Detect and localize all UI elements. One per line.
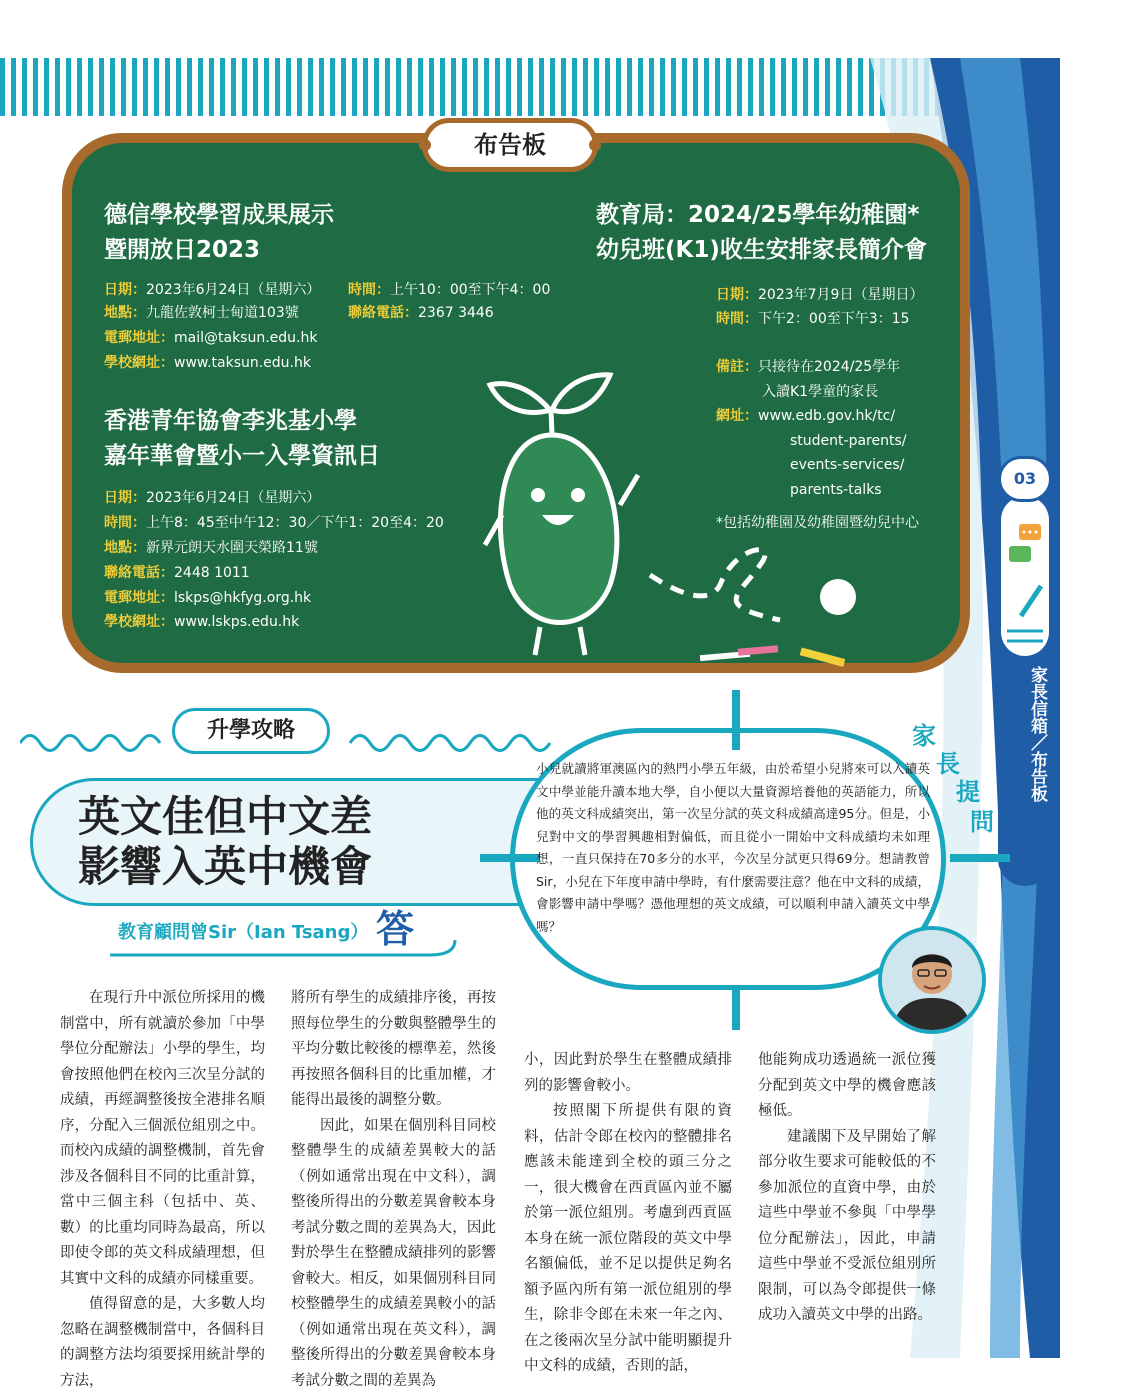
value: 2448 1011: [174, 565, 250, 581]
event1-email: [104, 328, 317, 348]
label: 地點：: [104, 305, 146, 321]
event2-time: [104, 513, 444, 533]
label: 聯絡電話：: [348, 305, 418, 321]
paragraph: 他能夠成功透過統一派位獲分配到英文中學的機會應該極低。: [758, 1048, 936, 1125]
event2-title-line: 香港青年協會李兆基小學: [104, 404, 380, 439]
sprout-mascot-illustration: [480, 355, 870, 675]
event3-title-line: 幼兒班(K1)收生安排家長簡介會: [596, 233, 927, 268]
label: 日期：: [104, 282, 146, 298]
event3-footnote: *包括幼稚園及幼稚園暨幼兒中心: [716, 512, 919, 532]
label: 時間：: [104, 515, 146, 531]
section-label: 家長信箱／布告板: [998, 666, 1052, 802]
event1-title-line: 德信學校學習成果展示: [104, 198, 334, 233]
event2-web: [104, 612, 299, 632]
article-byline: 教育顧問曾Sir（Ian Tsang）: [118, 918, 368, 944]
board-title-tab: [422, 118, 598, 172]
event2-title-line: 嘉年華會暨小一入學資訊日: [104, 439, 380, 474]
event3-web-line4: parents-talks: [790, 480, 882, 500]
article-column-3: [524, 1048, 732, 1380]
author-portrait: [882, 930, 982, 1030]
article-column-2: [291, 986, 496, 1394]
value: 2023年6月24日（星期六）: [146, 490, 320, 506]
board-title: 布告板: [474, 131, 546, 159]
event2-phone: [104, 563, 250, 583]
top-stripe-band: [0, 58, 1000, 116]
paragraph: 小，因此對於學生在整體成績排列的影響會較小。: [524, 1048, 732, 1099]
label: 備註：: [716, 359, 758, 375]
value: mail@taksun.edu.hk: [174, 330, 317, 346]
parent-question-char: 提: [956, 772, 980, 807]
event3-remark-line2: 入讀K1學童的家長: [762, 382, 878, 402]
event3-title-line: 教育局：2024/25學年幼稚園*: [596, 198, 927, 233]
event1-phone: [348, 303, 494, 323]
label: 學校網址：: [104, 614, 174, 630]
page-number: 03: [998, 456, 1052, 502]
paragraph: 因此，如果在個別科目同校整體學生的成績差異較大的話（例如通常出現在中文科），調整後所得出的分數差異會較本身考試分數之間的差異為大，因此對於學生在整體成績排列的影響會較大。相反，如果個別科目同校整體學生的成績差異較小的話（例如通常出現在英文科），調整後所得出的分數差異會較本身考試分數之間的差異為: [291, 1114, 496, 1394]
parent-question-text: 小兒就讀將軍澳區內的熱門小學五年級，由於希望小兒將來可以入讀英文中學並能升讀本地大學，自小便以大量資源培養他的英語能力，所以他的英文科成績突出，第一次呈分試的英文科成績高達95分。但是，小兒對中文的學習興趣相對偏低，而且從小一開始中文科成績均未如理想，一直只保持在70多分的水平，今次呈分試更只得69分。想請教曾Sir，小兒在下年度申請中學時，有什麼需要注意？他在中文科的成績，會影響申請中學嗎？憑他理想的英文成績，可以順利申請入讀英文中學嗎？: [536, 758, 930, 938]
value: 新界元朗天水圍天榮路11號: [146, 540, 318, 556]
author-avatar: [878, 926, 986, 1034]
value: 下午2：00至下午3：15: [758, 311, 909, 327]
paragraph: 值得留意的是，大多數人均忽略在調整機制當中，各個科目的調整方法均須要採用統計學的方法，: [60, 1292, 265, 1394]
value: 九龍佐敦柯士甸道103號: [146, 305, 299, 321]
board-title-dot: [419, 139, 431, 151]
value: 上午10：00至下午4：00: [390, 282, 550, 298]
event2-email: [104, 588, 311, 608]
article-headline: [78, 792, 372, 892]
chat-bubbles-icon: [1001, 496, 1049, 656]
event2-date: [104, 488, 320, 508]
label: 時間：: [716, 311, 758, 327]
value: www.lskps.edu.hk: [174, 614, 299, 630]
label: 日期：: [104, 490, 146, 506]
label: 地點：: [104, 540, 146, 556]
value: 2023年7月9日（星期日）: [758, 287, 923, 303]
board-title-dot: [589, 139, 601, 151]
paragraph: 按照閣下所提供有限的資料，估計令郎在校內的整體排名應該未能達到全校的頭三分之一，很大機會在西貢區內並不屬於第一派位組別。考慮到西貢區本身在統一派位階段的英文中學名額偏低，並不足以提供足夠名額予區內所有第一派位組別的學生，除非令郎在未來一年之內、在之後兩次呈分試中能明顯提升中文科的成績，否則的話，: [524, 1099, 732, 1380]
label: 電郵地址：: [104, 330, 174, 346]
value: 只接待在2024/25學年: [758, 359, 900, 375]
event2-title: [104, 404, 380, 474]
event3-web-line2: student-parents/: [790, 431, 906, 451]
label: 電郵地址：: [104, 590, 174, 606]
event3-web-line3: events-services/: [790, 455, 904, 475]
answer-mark: 答: [376, 898, 414, 953]
event1-title-line: 暨開放日2023: [104, 233, 334, 268]
label: 聯絡電話：: [104, 565, 174, 581]
value: www.taksun.edu.hk: [174, 355, 311, 371]
label: 日期：: [716, 287, 758, 303]
label: 網址：: [716, 408, 758, 424]
parent-question-char: 家: [912, 716, 936, 751]
event3-time: [716, 309, 909, 329]
event1-venue: [104, 303, 299, 323]
paragraph: 將所有學生的成績排序後，再按照每位學生的分數與整體學生的平均分數比較後的標準差，然後再按照各個科目的比重加權，才能得出最後的調整分數。: [291, 986, 496, 1114]
parent-question-char: 問: [970, 802, 994, 837]
event1-time: [348, 280, 550, 300]
event3-date: [716, 285, 923, 305]
side-icon-panel: [1001, 496, 1049, 656]
event2-venue: [104, 538, 318, 558]
article-column-1: [60, 986, 265, 1394]
value: www.edb.gov.hk/tc/: [758, 408, 895, 424]
label: 學校網址：: [104, 355, 174, 371]
event1-title: [104, 198, 334, 268]
event1-web: [104, 353, 311, 373]
article-column-4: [758, 1048, 936, 1329]
value: 2367 3446: [418, 305, 494, 321]
label: 時間：: [348, 282, 390, 298]
value: 上午8：45至中午12：30／下午1：20至4：20: [146, 515, 444, 531]
headline-line: 影響入英中機會: [78, 842, 372, 892]
value: 2023年6月24日（星期六）: [146, 282, 320, 298]
event1-date: [104, 280, 320, 300]
headline-line: 英文佳但中文差: [78, 792, 372, 842]
value: lskps@hkfyg.org.hk: [174, 590, 311, 606]
event3-title: [596, 198, 927, 268]
parent-question-char: 長: [936, 744, 960, 779]
paragraph: 建議閣下及早開始了解部分收生要求可能較低的不參加派位的直資中學，由於這些中學並不參與「中學學位分配辦法」，因此，申請這些中學並不受派位組別所限制，可以為令郎提供一條成功入讀英文中學的出路。: [758, 1125, 936, 1329]
section-tab-strategy: 升學攻略: [172, 708, 330, 754]
paragraph: 在現行升中派位所採用的機制當中，所有就讀於參加「中學學位分配辦法」小學的學生，均會按照他們在校內三次呈分試的成績，再經調整後按全港排名順序，分配入三個派位組別之中。而校內成績的調整機制，首先會涉及各個科目不同的比重計算，當中三個主科（包括中、英、數）的比重均同時為最高，所以即使令郎的英文科成績理想，但其實中文科的成績亦同樣重要。: [60, 986, 265, 1292]
byline-underline: [110, 940, 470, 960]
